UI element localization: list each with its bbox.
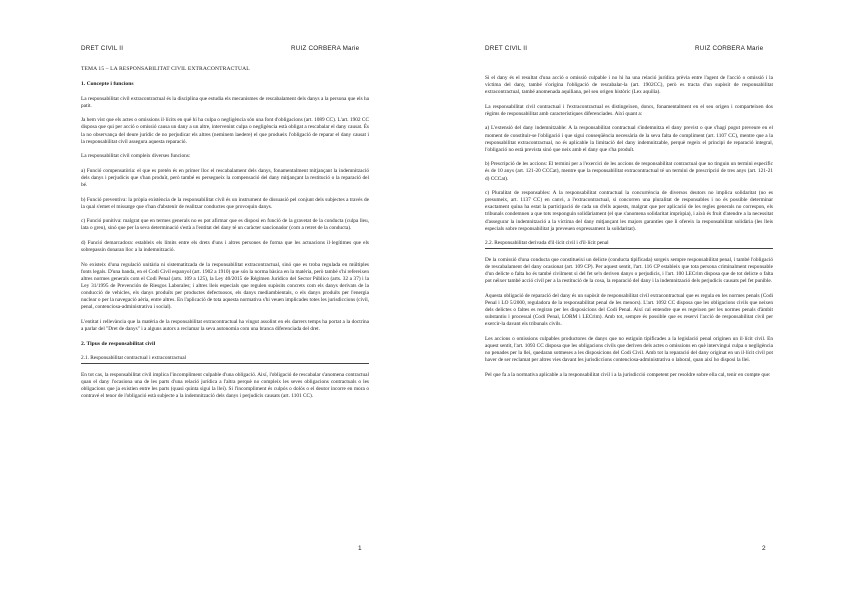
page-body [81,66,369,566]
paragraph: Ja hem vist que els actes o omissions il·lícits en què hi ha culpa o negligència són una font d'obligacions (art. 1089 CC). L'art. 1902 CC disposa que qui per acció o omissió causa un dany a un altre, intervenint culpa o negligència està obligat a rescabalar el dany causat. És la no observança del deure jurídic de no perjudicar els altres (neminem laedere) el que produeix l'obligació de reparar el dany causat i la responsabilitat civil assegura aquesta reparació. [81,117,369,145]
section-heading: 2. Tipus de responsabilitat civil [81,340,156,347]
paragraph: a) Funció compensatòria: el que es pretén és en primer lloc el rescabalament dels danys, fonamentalment mitjançant la indemnització dels danys i perjudicis que s'han produït, però també es persegueix la compensació del dany mitjançant la restitució o la reparació del bé. [81,167,369,189]
paragraph: La responsabilitat civil extracontractual és la disciplina que estudia els mecanismes de rescabalament dels danys a la persona que els ha patit. [81,95,369,109]
page-body [485,75,773,575]
paragraph: L'entitat i rellevància que la matèria de la responsabilitat extracontractual ha vingut assolint en els darrers temps ha portat a la doctrina a parlar del "Dret de danys" i a alguns autors a reclamar la seva autonomia com una branca diferenciada del dret. [81,318,369,332]
paragraph: d) Funció demarcadora: estableix els límits entre els drets d'uns i altres persones de forma que les actuacions il·legítimes que els sobrepassin donaran lloc a la indemnització. [81,240,369,254]
paragraph: Les accions o omissions culpables productores de danys que no estiguin tipificades a la legislació penal originen un il·lícit civil. En aquest sentit, l'art. 1093 CC disposa que les obligacions civils que deriven dels actes o omissions en què intervingui culpa o negligència no penades per la llei, quedaran sotmeses a les disposicions del Codi Civil. Amb tot la reparació del dany originat en un il·lícit civil pot haver de ser reclamat per altres vies davant les jurisdiccions contenciosa-administrativa o laboral, quan així ho disposi la llei. [485,335,773,363]
paragraph: No existeix d'una regulació unitària ni sistematitzada de la responsabilitat extracontractual, sinó que es troba regulada en múltiples fonts legals. D'una banda, en el Codi Civil espanyol (art. 1902 a 1910) que són la norma bàsica en la matèria, però també s'hi refereixen altres normes generals com el Codi Penal (arts. 109 a 125), la Ley 40/2015 de Régimen Jurídico del Sector Público (arts. 32 a 37) i la Ley 31/1995 de Prevención de Riesgos Laborales; i altres lleis especials que regulen supòsits concrets com els danys derivats de la conducció de vehicles, els danys produïts per productes defectuosos, els danys mediambientals, o els danys produïts per l'energia nuclear o per la navegació aèria, entre altres. En l'aplicació de tota aquesta normativa s'hi veuen implicades totes les jurisdiccions (civil, penal, contenciosa-administrativa i social). [81,261,369,311]
paragraph: Pel que fa a la normativa aplicable a la responsabilitat civil i a la jurisdicció competent per resoldre sobre ella cal, tenir en compte que: [485,371,771,378]
page-header [81,45,371,57]
paragraph: b) Funció preventiva: la pròpia existència de la responsabilitat civil és un instrument de dissuasió pel conjunt dels subjectes a través de la qual s'emet el missatge que s'han d'abstenir de realitzar conductes que provoquin danys. [81,196,369,210]
header-author: RUIZ CORBERA Marie [695,45,764,52]
subsection-heading: 2.1. Responsabilitat contractual i extracontractual [81,355,369,364]
paragraph: La responsabilitat civil contractual i l'extracontractual es distingeixen, doncs, fonamentalment en el seu origen i comparteixen dos règims de responsabilitat amb característiques diferenciades. Així quant a: [485,103,773,117]
paragraph: De la comissió d'una conducta que constitueixi un delicte (conducta tipificada) sorgeix sempre responsabilitat penal, i també l'obligació de rescabalament del dany ocasionat (art. 109 CP). Per aquest sentit, l'art. 116 CP estableix que tota persona criminalment responsable d'un delicte o falta ho és també civilment si del fet se'n deriven danys o perjudicis, i l'art. 100 LECrim disposa que de tot delicte o falta pot néixer també acció civil per a la restitució de la cosa, la reparació del dany i la indemnització dels perjudicis causats pel fet punible. [485,256,773,285]
paragraph: c) Pluralitat de responsables: A la responsabilitat contractual la concurrència de diversos deutors no implica solidaritat (no es presumeix, art. 1137 CC) en canvi, a l'extracontractual, si concorren una pluralitat de responsables i no és possible determinar exactament quina ha estat la participació de cada un d'ells aquests, malgrat que per aplicació de les regles generals no correspon, els tribunals condemnen a que tots responguin solidàriament (el que s'anomena solidaritat impròpia), i això és fruit d'atendre a la necessitat d'assegurar la indemnització a la víctima del dany mitjançant les majors garanties que li ofereix la responsabilitat solidària (les lleis especials sobre responsabilitat ja preveuen expressament la solidaritat). [485,190,773,232]
header-course: DRET CIVIL II [485,45,528,52]
subsection-heading: 2.2. Responsabilitat derivada d'il·lícit civil i d'il·lícit penal [485,240,773,249]
header-author: RUIZ CORBERA Marie [291,45,360,52]
paragraph: En tot cas, la responsabilitat civil implica l'incompliment culpable d'una obligació. Així, l'obligació de rescabalar s'anomena contractual quan el dany l'ocasiona una de les parts d'una relació jurídica a l'altra perquè no compleix les seves obligacions contractuals o les obligacions que ja existien entre les parts (quasi quinta sigui la llei). Si l'incompliment és culpós o dolós o el deutor incorre en mora o contravé el tenor de l'obligació està subjecte a la indemnització dels danys i perjudicis causats (art. 1101 CC). [81,371,369,399]
page-number: 2 [762,545,766,552]
paragraph: Si el dany és el resultat d'una acció o omissió culpable i no hi ha una relació jurídica prèvia entre l'agent de l'acció o omissió i la víctima del dany, també s'origina l'obligació de rescabalar-la (art. 1902CC), però es tracta d'un supòsit de responsabilitat extracontractual, també anomenada aquiliana, pel seu origen històric (Lex aquilia). [485,75,773,96]
page-header [485,45,775,57]
paragraph: a) L'extensió del dany indemnitzable: A la responsabilitat contractual s'indemnitza el dany previst o que s'hagi pogut preveure en el moment de constituir-se l'obligació i que sigui conseqüència necessària de la seva falta de compliment (art. 1107 CC), mentre que a la responsabilitat extracontractual, no és aplicable la limitació del dany indemnitzable, perquè regeix el principi de reparació integral, l'obligació no està prevista sinó que neix amb el dany que s'ha produït. [485,125,773,153]
header-course: DRET CIVIL II [81,45,124,52]
section-heading: 1. Concepte i funcions [81,81,134,88]
page-2 [424,0,848,599]
topic-title: TEMA 15 – LA RESPONSABILITAT CIVIL EXTRACONTRACTUAL [81,66,250,72]
paragraph: b) Prescripció de les accions: El termini per a l'exercici de les accions de responsabilitat contractual que no tinguin un termini específic és de 10 anys (art. 121-20 CCCat), mentre que la responsabilitat extracontractual té un termini de prescripció de tres anys (art. 121-21 d) CCCat). [485,161,773,182]
paragraph: c) Funció punitiva: malgrat que en termes generals no es pot afirmar que es disposi en funció de la gravetat de la conducta (culpa lleu, lata o greu), sinó que per la seva determinació s'està a l'entitat del dany té un caràcter sancionador (com a retret de la conducta). [81,218,369,232]
page-number: 1 [358,545,362,552]
paragraph: La responsabilitat civil compleix diverses funcions: [81,153,191,160]
paragraph: Aquesta obligació de reparació del dany és un supòsit de responsabilitat civil extracontractual que es regula en les normes penals (Codi Penal i LO 5/2000, reguladora de la responsabilitat penal de les menors). L'art. 1092 CC disposa que les obligacions civils que neixen dels delictes o faltes es regiran per les disposicions del Codi Penal. Així cal entendre que es regeixen per les normes penals d'àmbit substantiu i processal (Codi Penal, LORM i LECrim). Amb tot, sempre és possible que es reservi l'acció de responsabilitat civil per exercir-la davant els tribunals civils. [485,292,773,328]
